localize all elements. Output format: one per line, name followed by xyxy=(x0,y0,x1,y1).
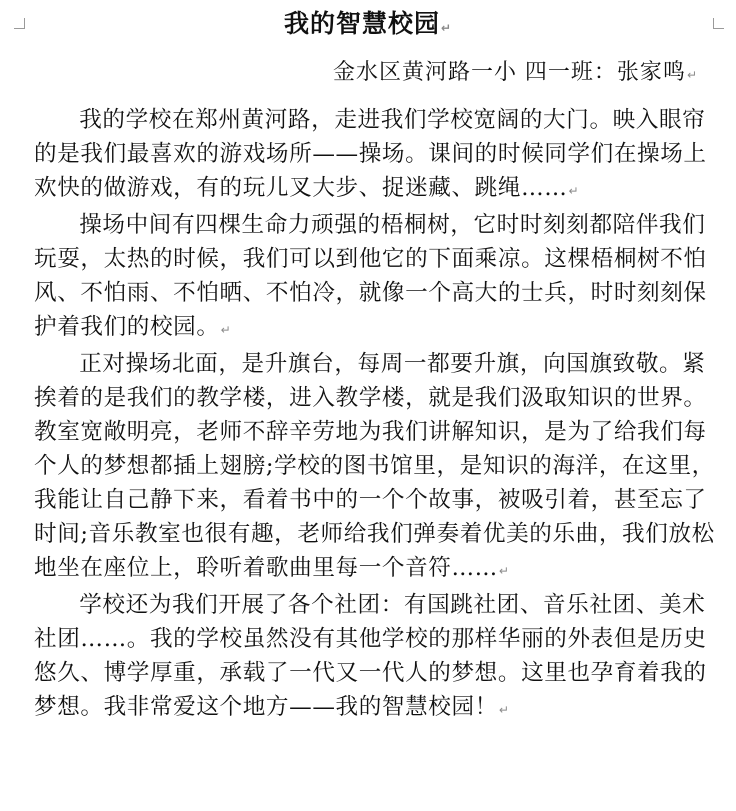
paragraph-text: 我的学校在郑州黄河路，走进我们学校宽阔的大门。映入眼帘的是我们最喜欢的游戏场所——操场。课间的时候同学们在操场上欢快的做游戏，有的玩儿叉大步、捉迷藏、跳绳…… xyxy=(34,107,707,201)
document-title[interactable] xyxy=(0,8,736,44)
paragraph-mark-icon: ↵ xyxy=(568,184,580,198)
author-byline[interactable] xyxy=(333,58,698,90)
body-paragraph-2[interactable] xyxy=(34,208,724,347)
body-paragraph-1[interactable] xyxy=(34,103,724,208)
paragraph-mark-icon: ↵ xyxy=(498,564,510,578)
document-body[interactable] xyxy=(34,103,724,727)
paragraph-mark-icon: ↵ xyxy=(686,68,698,82)
paragraph-text: 操场中间有四棵生命力顽强的梧桐树，它时时刻刻都陪伴我们玩耍，太热的时候，我们可以到他它的下面乘凉。这棵梧桐树不怕风、不怕雨、不怕晒、不怕冷，就像一个高大的士兵，时时刻刻保护着我们的校园。 xyxy=(34,212,707,340)
paragraph-text: 正对操场北面，是升旗台，每周一都要升旗，向国旗致敬。紧挨着的是我们的教学楼，进入教学楼，就是我们汲取知识的世界。教室宽敞明亮，老师不辞辛劳地为我们讲解知识，是为了给我们每个人的梦想都插上翅膀;学校的图书馆里，是知识的海洋，在这里，我能让自己静下来，看着书中的一个个故事，被吸引着，甚至忘了时间;音乐教室也很有趣，老师给我们弹奏着优美的乐曲，我们放松地坐在座位上，聆听着歌曲里每一个音符…… xyxy=(34,351,715,581)
title-text: 我的智慧校园 xyxy=(283,9,440,38)
paragraph-mark-icon: ↵ xyxy=(220,323,232,337)
byline-text: 金水区黄河路一小 四一班：张家鸣 xyxy=(332,60,686,85)
body-paragraph-3[interactable] xyxy=(34,347,724,588)
paragraph-mark-icon: ↵ xyxy=(440,21,453,35)
body-paragraph-4[interactable] xyxy=(34,588,724,727)
paragraph-mark-icon: ↵ xyxy=(498,703,510,717)
paragraph-text: 学校还为我们开展了各个社团：有国跳社团、音乐社团、美术社团……。我的学校虽然没有其他学校的那样华丽的外表但是历史悠久、博学厚重，承载了一代又一代人的梦想。这里也孕育着我的梦想。我非常爱这个地方——我的智慧校园！ xyxy=(34,592,707,720)
